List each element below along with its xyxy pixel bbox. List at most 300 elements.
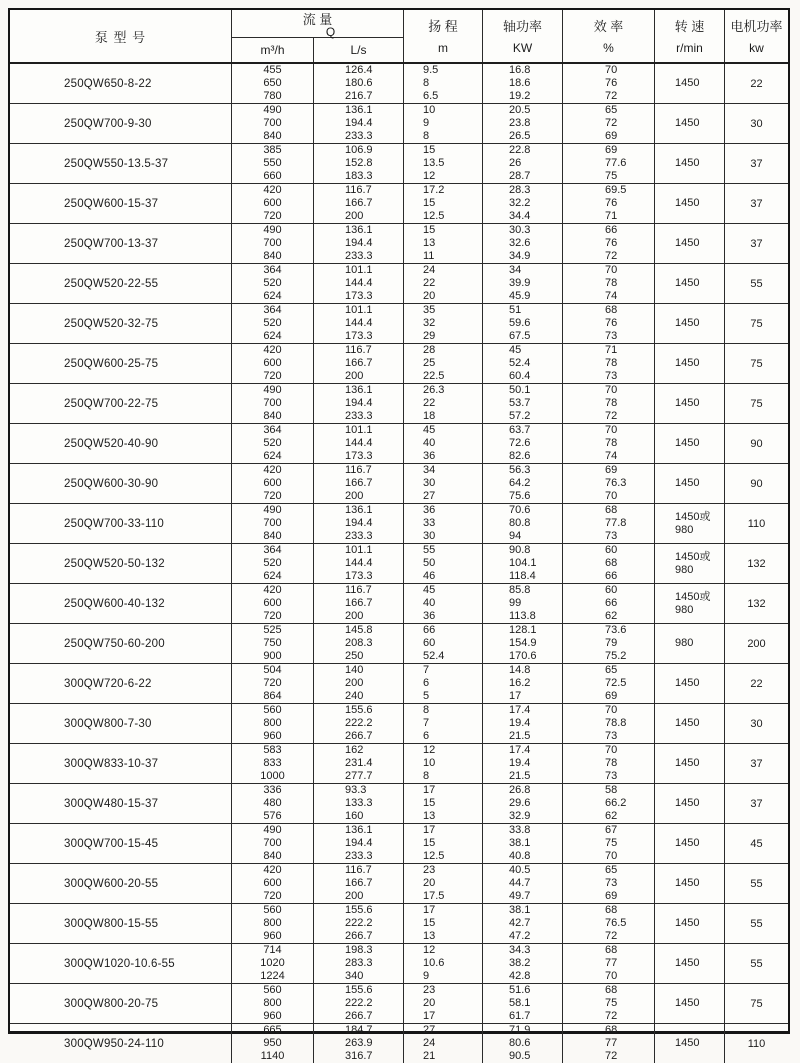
value: 72 (605, 930, 618, 942)
value: 340 (345, 970, 364, 982)
flow-ls-cell (314, 584, 404, 623)
value: 15 (423, 797, 436, 809)
motor-power-cell: 132 (747, 597, 766, 610)
value: 9 (423, 117, 430, 129)
flow-m3h-cell (232, 424, 314, 463)
speed-cell (655, 704, 725, 743)
value: 183.3 (345, 170, 373, 182)
efficiency-cell (563, 464, 655, 503)
motor-power-cell: 45 (750, 837, 763, 850)
head-cell (404, 344, 483, 383)
header-shaft-power-unit: KW (512, 41, 533, 55)
table-row (10, 223, 788, 263)
value: 70 (605, 424, 618, 436)
value: 26 (509, 157, 522, 169)
efficiency-cell (563, 104, 655, 143)
value: 58.1 (509, 997, 531, 1009)
value: 68 (605, 504, 618, 516)
motor-power-cell: 110 (747, 1037, 766, 1050)
value: 420 (263, 584, 282, 596)
shaft-power-cell (483, 664, 563, 703)
efficiency-cell (563, 744, 655, 783)
value: 8 (423, 770, 430, 782)
shaft-power-cell (483, 1024, 563, 1063)
value: 160 (345, 810, 364, 822)
value: 70 (605, 384, 618, 396)
value: 42.7 (509, 917, 531, 929)
pump-model-cell: 250QW600-25-75 (10, 344, 232, 383)
flow-ls-cell (314, 64, 404, 103)
pump-model-cell: 250QW600-15-37 (10, 184, 232, 223)
value: 720 (263, 490, 282, 502)
header-pump-model: 泵 型 号 (10, 10, 232, 62)
value: 960 (263, 930, 282, 942)
value: 980 (675, 637, 694, 649)
shaft-power-cell (483, 424, 563, 463)
value: 266.7 (345, 930, 373, 942)
value: 68 (605, 1024, 618, 1036)
value: 233.3 (345, 130, 373, 142)
pump-model-cell: 300QW800-15-55 (10, 904, 232, 943)
value: 50.1 (509, 384, 531, 396)
flow-ls-cell (314, 184, 404, 223)
value: 16.8 (509, 64, 531, 76)
value: 69 (605, 690, 618, 702)
value: 166.7 (345, 877, 373, 889)
table-row (10, 64, 788, 103)
value: 233.3 (345, 410, 373, 422)
value: 69 (605, 130, 618, 142)
value: 1000 (260, 770, 285, 782)
value: 18.6 (509, 77, 531, 89)
value: 583 (263, 744, 282, 756)
value: 1450 (675, 237, 700, 249)
header-flow-symbol: Q (325, 25, 336, 39)
value: 12 (423, 744, 436, 756)
value: 69 (605, 464, 618, 476)
value: 231.4 (345, 757, 373, 769)
flow-ls-cell (314, 1024, 404, 1063)
value: 700 (263, 117, 282, 129)
value: 60 (605, 544, 618, 556)
value: 70 (605, 850, 618, 862)
value: 50 (423, 557, 436, 569)
value: 73 (605, 530, 618, 542)
value: 20 (423, 290, 436, 302)
value: 15 (423, 144, 436, 156)
value: 840 (263, 530, 282, 542)
value: 1450 (675, 877, 700, 889)
value: 155.6 (345, 984, 373, 996)
value: 166.7 (345, 357, 373, 369)
head-cell (404, 584, 483, 623)
table-row (10, 743, 788, 783)
value: 76 (605, 77, 618, 89)
flow-m3h-cell (232, 544, 314, 583)
value: 72 (605, 117, 618, 129)
pump-model-cell: 250QW550-13.5-37 (10, 144, 232, 183)
value: 700 (263, 837, 282, 849)
value: 40 (423, 437, 436, 449)
value: 17.5 (423, 890, 445, 902)
value: 68 (605, 304, 618, 316)
efficiency-cell (563, 504, 655, 543)
value: 69 (605, 144, 618, 156)
value: 80.6 (509, 1037, 531, 1049)
efficiency-cell (563, 984, 655, 1023)
value: 16.2 (509, 677, 531, 689)
pump-model-cell: 300QW800-7-30 (10, 704, 232, 743)
value: 75.2 (605, 650, 627, 662)
value: 72 (605, 1050, 618, 1062)
value: 7 (423, 717, 430, 729)
efficiency-cell (563, 784, 655, 823)
motor-power-cell: 90 (750, 477, 763, 490)
value: 520 (263, 277, 282, 289)
value: 22.5 (423, 370, 445, 382)
header-flow-unit-m3h: m³/h (232, 38, 314, 62)
value: 576 (263, 810, 282, 822)
value: 72.6 (509, 437, 531, 449)
pump-model-cell: 250QW700-22-75 (10, 384, 232, 423)
table-body (10, 64, 788, 1063)
value: 15 (423, 197, 436, 209)
header-efficiency-unit: % (603, 41, 614, 55)
speed-cell (655, 544, 725, 583)
flow-m3h-cell (232, 504, 314, 543)
efficiency-cell (563, 224, 655, 263)
value: 29 (423, 330, 436, 342)
value: 75.6 (509, 490, 531, 502)
value: 69.5 (605, 184, 627, 196)
value: 222.2 (345, 997, 373, 1009)
shaft-power-cell (483, 944, 563, 983)
value: 26.8 (509, 784, 531, 796)
efficiency-cell (563, 184, 655, 223)
value: 208.3 (345, 637, 373, 649)
value: 780 (263, 90, 282, 102)
motor-power-cell: 132 (747, 557, 766, 570)
value: 19.4 (509, 717, 531, 729)
speed-cell (655, 264, 725, 303)
value: 73 (605, 370, 618, 382)
head-cell (404, 904, 483, 943)
shaft-power-cell (483, 904, 563, 943)
speed-cell (655, 184, 725, 223)
value: 316.7 (345, 1050, 373, 1062)
pump-model-cell: 250QW520-40-90 (10, 424, 232, 463)
shaft-power-cell (483, 624, 563, 663)
motor-power-cell: 55 (750, 877, 763, 890)
value: 13 (423, 810, 436, 822)
value: 600 (263, 477, 282, 489)
value: 68 (605, 944, 618, 956)
value: 59.6 (509, 317, 531, 329)
value: 1450 (675, 477, 700, 489)
flow-ls-cell (314, 744, 404, 783)
value: 1450 (675, 797, 700, 809)
header-head (404, 10, 483, 62)
value: 266.7 (345, 1010, 373, 1022)
pump-model-cell: 300QW600-20-55 (10, 864, 232, 903)
speed-cell (655, 384, 725, 423)
motor-power-cell: 37 (750, 797, 763, 810)
flow-m3h-cell (232, 664, 314, 703)
value: 136.1 (345, 224, 373, 236)
value: 63.7 (509, 424, 531, 436)
value: 39.9 (509, 277, 531, 289)
value: 21.5 (509, 730, 531, 742)
value: 624 (263, 570, 282, 582)
value: 173.3 (345, 330, 373, 342)
flow-ls-cell (314, 144, 404, 183)
head-cell (404, 744, 483, 783)
value: 864 (263, 690, 282, 702)
value: 30 (423, 530, 436, 542)
value: 1450 (675, 997, 700, 1009)
value: 62 (605, 810, 618, 822)
value: 960 (263, 1010, 282, 1022)
value: 62 (605, 610, 618, 622)
shaft-power-cell (483, 504, 563, 543)
value: 144.4 (345, 317, 373, 329)
value: 233.3 (345, 530, 373, 542)
head-cell (404, 704, 483, 743)
flow-ls-cell (314, 384, 404, 423)
value: 34.3 (509, 944, 531, 956)
efficiency-cell (563, 304, 655, 343)
value: 71 (605, 344, 618, 356)
flow-ls-cell (314, 344, 404, 383)
pump-model-cell: 300QW800-20-75 (10, 984, 232, 1023)
value: 12 (423, 944, 436, 956)
value: 136.1 (345, 504, 373, 516)
value: 23 (423, 864, 436, 876)
value: 1450 (675, 1037, 700, 1049)
value: 154.9 (509, 637, 537, 649)
speed-cell (655, 824, 725, 863)
flow-ls-cell (314, 784, 404, 823)
value: 490 (263, 824, 282, 836)
flow-m3h-cell (232, 1024, 314, 1063)
header-motor-power (725, 10, 788, 62)
speed-cell (655, 1024, 725, 1063)
efficiency-cell (563, 904, 655, 943)
value: 250 (345, 650, 364, 662)
value: 27 (423, 490, 436, 502)
value: 21 (423, 1050, 436, 1062)
flow-ls-cell (314, 984, 404, 1023)
value: 20 (423, 877, 436, 889)
head-cell (404, 264, 483, 303)
value: 78 (605, 397, 618, 409)
value: 194.4 (345, 117, 373, 129)
flow-m3h-cell (232, 344, 314, 383)
value: 72.5 (605, 677, 627, 689)
value: 455 (263, 64, 282, 76)
value: 600 (263, 197, 282, 209)
header-efficiency (563, 10, 655, 62)
flow-m3h-cell (232, 864, 314, 903)
value: 14.8 (509, 664, 531, 676)
value: 12.5 (423, 850, 445, 862)
value: 66 (605, 597, 618, 609)
header-flow-units (232, 38, 403, 62)
shaft-power-cell (483, 264, 563, 303)
value: 24 (423, 264, 436, 276)
value: 714 (263, 944, 282, 956)
table-row (10, 863, 788, 903)
value: 90.5 (509, 1050, 531, 1062)
value: 560 (263, 704, 282, 716)
pump-model-cell: 300QW833-10-37 (10, 744, 232, 783)
value: 1450 (675, 757, 700, 769)
value: 980 (675, 563, 694, 576)
value: 68 (605, 984, 618, 996)
value: 900 (263, 650, 282, 662)
value: 173.3 (345, 290, 373, 302)
value: 550 (263, 157, 282, 169)
efficiency-cell (563, 264, 655, 303)
value: 600 (263, 877, 282, 889)
value: 194.4 (345, 237, 373, 249)
value: 1450 (675, 957, 700, 969)
value: 17 (509, 690, 522, 702)
header-flow-label: 流 量 (302, 12, 333, 27)
value: 33 (423, 517, 436, 529)
value: 32.2 (509, 197, 531, 209)
pump-model-cell: 250QW600-40-132 (10, 584, 232, 623)
value: 52.4 (423, 650, 445, 662)
value: 32.6 (509, 237, 531, 249)
flow-ls-cell (314, 304, 404, 343)
value: 504 (263, 664, 282, 676)
value: 194.4 (345, 517, 373, 529)
efficiency-cell (563, 344, 655, 383)
speed-cell (655, 584, 725, 623)
value: 200 (345, 370, 364, 382)
value: 67 (605, 824, 618, 836)
table-row (10, 783, 788, 823)
value: 73 (605, 730, 618, 742)
value: 200 (345, 610, 364, 622)
value: 364 (263, 304, 282, 316)
value: 75 (605, 837, 618, 849)
value: 22.8 (509, 144, 531, 156)
table-row (10, 343, 788, 383)
table-row (10, 423, 788, 463)
head-cell (404, 104, 483, 143)
pump-model-cell: 300QW950-24-110 (10, 1024, 232, 1063)
value: 106.9 (345, 144, 373, 156)
value: 173.3 (345, 450, 373, 462)
value: 1450 (675, 437, 700, 449)
motor-power-cell: 22 (750, 677, 763, 690)
value: 660 (263, 170, 282, 182)
value: 17 (423, 784, 436, 796)
value: 490 (263, 504, 282, 516)
value: 173.3 (345, 570, 373, 582)
value: 11 (423, 250, 435, 262)
value: 20 (423, 997, 436, 1009)
value: 28 (423, 344, 436, 356)
value: 26.3 (423, 384, 445, 396)
efficiency-cell (563, 864, 655, 903)
shaft-power-cell (483, 184, 563, 223)
value: 49.7 (509, 890, 531, 902)
value: 116.7 (345, 864, 372, 876)
value: 38.1 (509, 837, 531, 849)
value: 45.9 (509, 290, 531, 302)
table-row (10, 823, 788, 863)
value: 10 (423, 757, 436, 769)
value: 46 (423, 570, 436, 582)
flow-m3h-cell (232, 704, 314, 743)
value: 34.9 (509, 250, 531, 262)
speed-cell (655, 624, 725, 663)
flow-ls-cell (314, 264, 404, 303)
value: 9.5 (423, 64, 439, 76)
value: 700 (263, 237, 282, 249)
flow-ls-cell (314, 504, 404, 543)
value: 1450或 (675, 550, 711, 563)
header-efficiency-label: 效 率 (593, 19, 624, 34)
value: 29.6 (509, 797, 531, 809)
value: 32 (423, 317, 436, 329)
value: 60.4 (509, 370, 531, 382)
value: 116.7 (345, 584, 372, 596)
shaft-power-cell (483, 344, 563, 383)
value: 116.7 (345, 184, 372, 196)
value: 23 (423, 984, 436, 996)
value: 40 (423, 597, 436, 609)
value: 76.5 (605, 917, 627, 929)
header-speed (655, 10, 725, 62)
motor-power-cell: 55 (750, 957, 763, 970)
value: 65 (605, 664, 618, 676)
value: 28.3 (509, 184, 531, 196)
value: 22 (423, 277, 436, 289)
value: 32.9 (509, 810, 531, 822)
flow-m3h-cell (232, 264, 314, 303)
value: 13 (423, 930, 436, 942)
speed-cell (655, 464, 725, 503)
value: 38.1 (509, 904, 531, 916)
flow-m3h-cell (232, 144, 314, 183)
value: 222.2 (345, 717, 373, 729)
value: 833 (263, 757, 282, 769)
value: 222.2 (345, 917, 373, 929)
value: 420 (263, 864, 282, 876)
header-motor-power-label: 电机功率 (730, 19, 783, 34)
speed-cell (655, 104, 725, 143)
value: 840 (263, 850, 282, 862)
motor-power-cell: 37 (750, 157, 763, 170)
value: 700 (263, 517, 282, 529)
header-shaft-power-label: 轴功率 (502, 19, 542, 34)
shaft-power-cell (483, 784, 563, 823)
value: 624 (263, 290, 282, 302)
value: 144.4 (345, 557, 373, 569)
header-flow (232, 10, 404, 62)
value: 8 (423, 77, 430, 89)
head-cell (404, 944, 483, 983)
efficiency-cell (563, 144, 655, 183)
value: 12.5 (423, 210, 445, 222)
value: 480 (263, 797, 282, 809)
value: 950 (263, 1037, 282, 1049)
value: 1450 (675, 717, 700, 729)
